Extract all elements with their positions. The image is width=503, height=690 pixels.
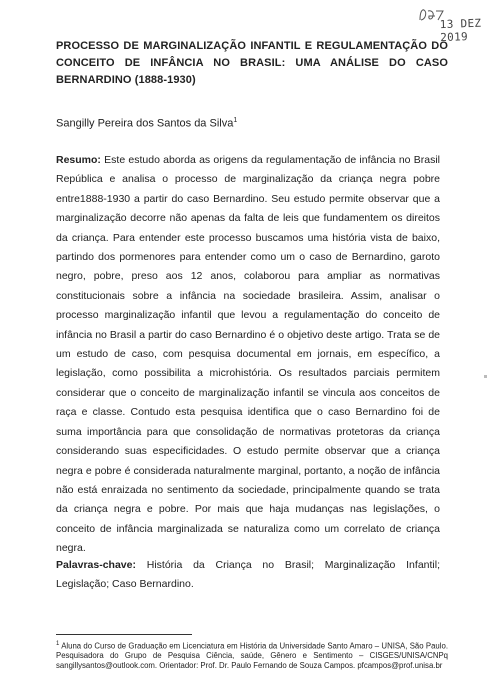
footnote-divider: [56, 634, 192, 635]
footnote-text: Aluna do Curso de Graduação em Licenciatura em História da Universidade Santo Amaro – UNISA, São Paulo. Pesquisadora do Grupo de Pesquisa Ciência, saúde, Gênero e Sentimento – CISGES/UNISA/CNPq sangillysantos@outlook.com. Orientador: Prof. Dr. Paulo Fernando de Souza Campos. pfcampos@prof.unisa.br: [56, 641, 448, 670]
keywords-text: História da Criança no Brasil; Marginalização Infantil; Legislação; Caso Bernardino.: [56, 559, 440, 591]
author-name: Sangilly Pereira dos Santos da Silva: [56, 117, 234, 130]
footnote: [56, 640, 448, 670]
abstract-label: Resumo:: [56, 154, 101, 166]
footnote-marker: 1: [56, 641, 60, 647]
author-footnote-ref: 1: [233, 117, 238, 124]
abstract: [56, 151, 440, 559]
scan-speck: [484, 375, 487, 378]
received-date-stamp: [418, 6, 502, 45]
author-line: [56, 117, 237, 130]
abstract-text: Este estudo aborda as origens da regulamentação de infância no Brasil República e analisa o processo de marginalização da criança negra pobre entre1888-1930 a partir do caso Bernardino. Seu estudo permite observar que a marginalização decorre não apenas da falta de leis que fundamentem os direitos da criança. Para entender este processo buscamos uma história vista de baixo, partindo dos pormenores para entender como um o caso de Bernardino, garoto negro, pobre, preso aos 12 anos, colaborou para ampliar as normativas constitucionais sobre a infância na sociedade brasileira. Assim, analisar o processo marginalização infantil que levou a regulamentação do conceito de infância no Brasil a partir do caso Bernardino é o objetivo deste artigo. Trata se de um estudo de caso, com pesquisa documental em jornais, em específico, a legislação, como possibilita a microhistória. Os resultados parciais permitem considerar que o conceito de marginalização infantil se vincula aos conceitos de raça e classe. Contudo esta pesquisa identifica que o caso Bernardino foi de suma importância para que consolidação de normativas protetoras da criança considerando suas especificidades. O estudo permite observar que a criança negra e pobre é considerada naturalmente marginal, portanto, a noção de infância não está enraizada no sentimento da sociedade, principalmente quando se trata da criança negra e pobre. Por mais que haja mudanças nas legislações, o conceito de infância marginalizada se naturaliza como um correlato de criança negra.: [56, 154, 440, 555]
keywords: [56, 556, 440, 595]
paper-title: PROCESSO DE MARGINALIZAÇÃO INFANTIL E REGULAMENTAÇÃO DO CONCEITO DE INFÂNCIA NO BRASIL: UMA ANÁLISE DO CASO BERNARDINO (1888-1930): [56, 40, 448, 86]
stamp-date: 13 DEZ 2019: [439, 16, 482, 45]
keywords-label: Palavras-chave:: [56, 559, 136, 571]
